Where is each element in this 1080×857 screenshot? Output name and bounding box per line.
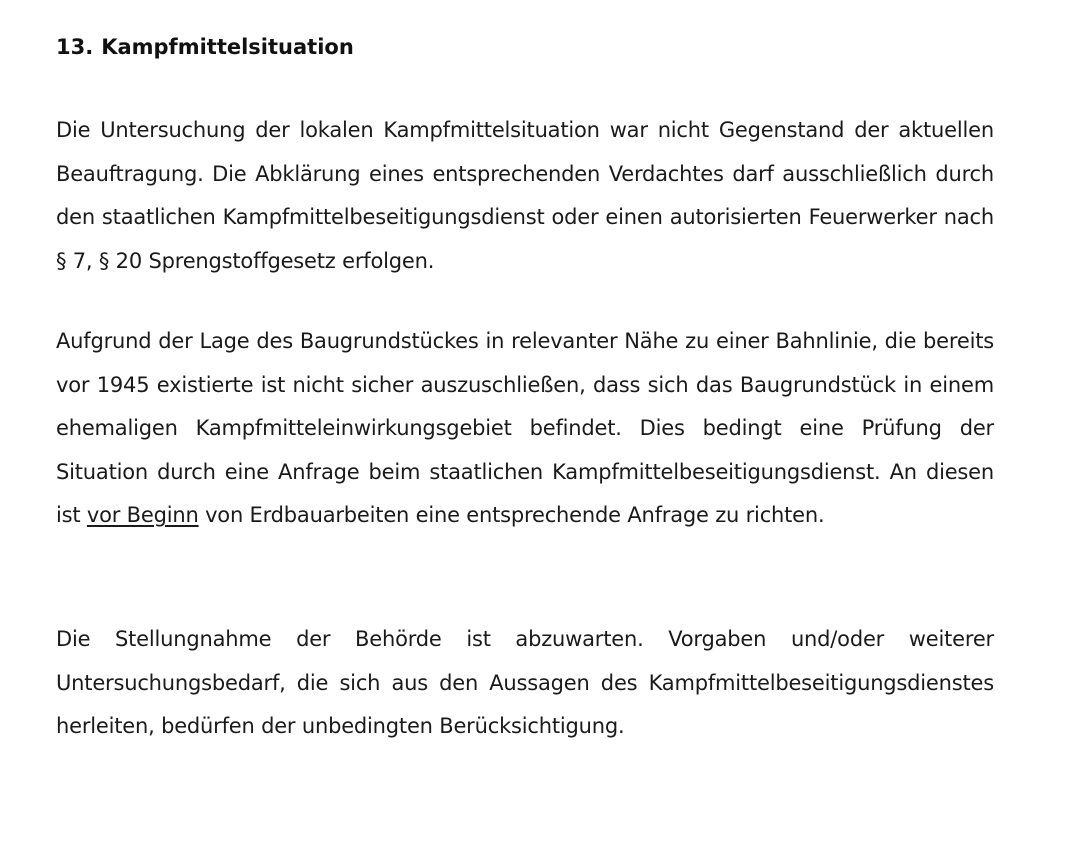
section-number: 13. xyxy=(56,35,94,59)
section-heading xyxy=(56,33,354,61)
paragraph-location-risk-text-end: von Erdbauarbeiten eine entsprechende Anfrage zu richten. xyxy=(198,503,825,527)
paragraph-scope: Die Untersuchung der lokalen Kampfmittelsituation war nicht Gegenstand der aktuellen Beauftragung. Die Abklärung eines entsprechenden Verdachtes darf ausschließlich durch den staatlichen Kampfmittelbeseitigungsdienst oder einen autorisierten Feuerwerker nach § 7, § 20 Sprengstoffgesetz erfolgen. xyxy=(56,118,994,273)
paragraph-location-risk-text-start: Aufgrund der Lage des Baugrundstückes in relevanter Nähe zu einer Bahnlinie, die bereits vor 1945 existierte ist nicht sicher auszuschließen, dass sich das Baugrundstück in einem ehemaligen Kampfmitteleinwirkungsgebiet befindet. Dies bedingt eine Prüfung der Situation durch eine Anfrage beim staatlichen Kampfmittelbeseitigungsdienst. An diesen ist xyxy=(56,329,994,527)
emphasis-underlined: vor Beginn xyxy=(86,503,199,527)
paragraph-authority-statement: Die Stellungnahme der Behörde ist abzuwarten. Vorgaben und/oder weiterer Untersuchungsbedarf, die sich aus den Aussagen des Kampfmittelbeseitigungsdienstes herleiten, bedürfen der unbedingten Berücksichtigung. xyxy=(56,627,994,738)
section-title: Kampfmittelsituation xyxy=(101,35,354,59)
paragraph-location-risk xyxy=(56,320,994,538)
